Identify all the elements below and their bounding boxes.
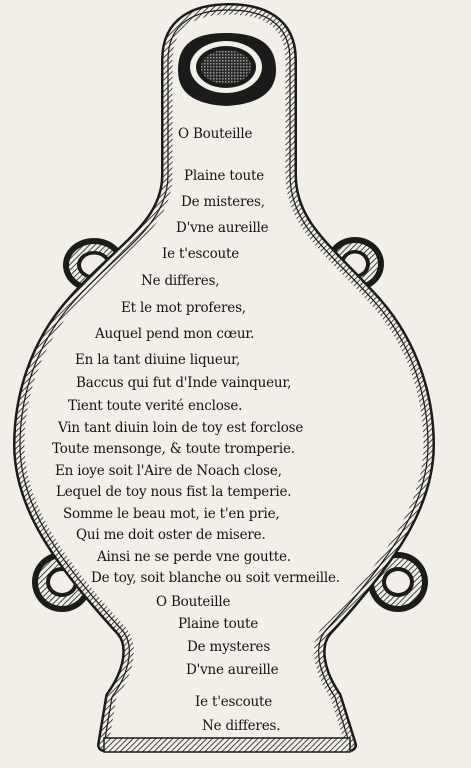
poem-line: Toute mensonge, & toute tromperie. — [52, 441, 295, 457]
poem-line: O Bouteille — [156, 594, 231, 610]
poem-line: D'vne aureille — [176, 220, 269, 236]
poem-line: Plaine toute — [178, 616, 259, 632]
poem-line: Auquel pend mon cœur. — [95, 326, 255, 342]
poem-line: Ne differes. — [202, 718, 281, 734]
poem-line: D'vne aureille — [186, 662, 279, 678]
poem-line: De misteres, — [181, 194, 265, 210]
poem-line: Baccus qui fut d'Inde vainqueur, — [76, 375, 292, 391]
poem-line: Somme le beau mot, ie t'en prie, — [63, 506, 280, 522]
poem-line: De toy, soit blanche ou soit vermeille. — [91, 570, 340, 586]
bottle-base — [104, 738, 350, 752]
poem-line: Ie t'escoute — [162, 246, 240, 262]
bottle-mouth — [178, 33, 276, 106]
poem-line: Plaine toute — [184, 168, 265, 184]
poem-line: Tient toute verité enclose. — [68, 398, 243, 414]
poem-line: De mysteres — [187, 639, 271, 655]
poem-line: Ne differes, — [141, 273, 220, 289]
poem-line: En la tant diuine liqueur, — [75, 352, 241, 368]
poem-line: Ainsi ne se perde vne goutte. — [97, 549, 291, 565]
poem-line: Et le mot proferes, — [121, 300, 246, 316]
poem-line: Lequel de toy nous fist la temperie. — [56, 484, 292, 500]
poem-line: O Bouteille — [178, 126, 253, 142]
poem-line: En ioye soit l'Aire de Noach close, — [55, 463, 282, 479]
poem-line: Ie t'escoute — [195, 694, 273, 710]
poem-line: Vin tant diuin loin de toy est forclose — [58, 420, 304, 436]
poem-line: Qui me doit oster de misere. — [76, 527, 266, 543]
